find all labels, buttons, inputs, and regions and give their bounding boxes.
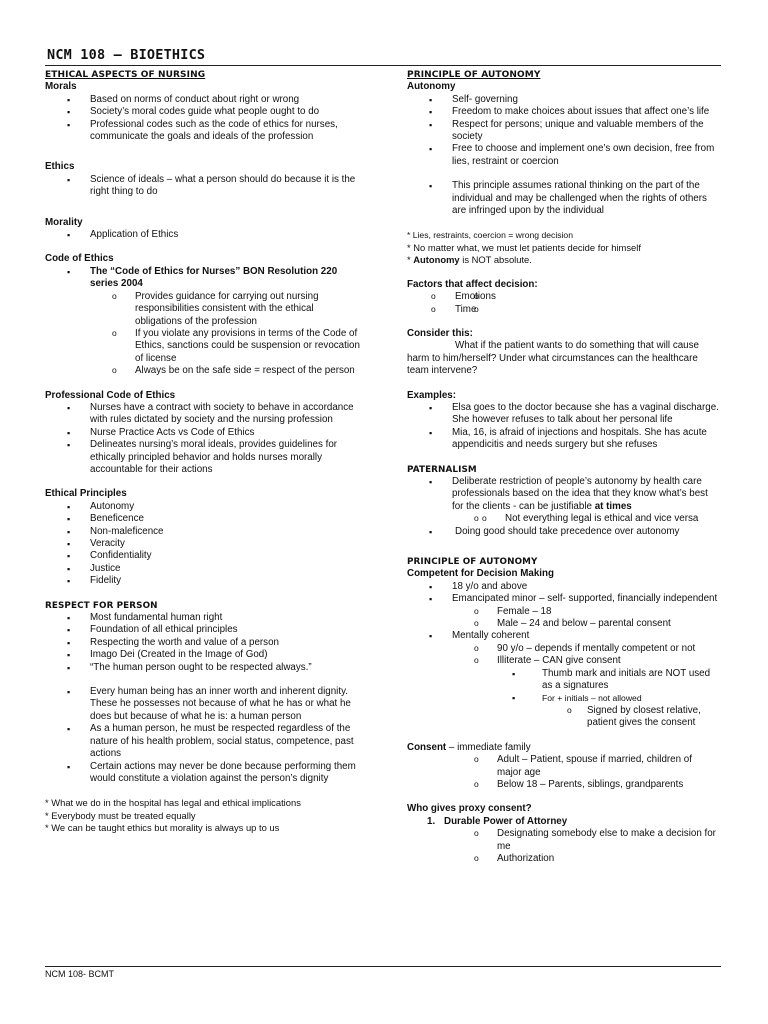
list-item: ▪ Free to choose and implement one’s own decision, free from lies, restraint or coercion bbox=[407, 143, 719, 168]
list-item: ▪ “The human person ought to be respected always.” bbox=[45, 662, 363, 674]
heading-ethics: Ethics bbox=[45, 161, 75, 173]
list-item: o Signed by closest relative, patient gives the consent bbox=[407, 705, 719, 730]
list-item: o o Emotions bbox=[407, 291, 719, 303]
heading-competent: Competent for Decision Making bbox=[407, 568, 554, 580]
left-column bbox=[45, 69, 363, 835]
heading-consider: Consider this: bbox=[407, 327, 473, 339]
list-item: ▪ For + initials – not allowed bbox=[407, 692, 719, 704]
list-item: ▪ Deliberate restriction of people’s autonomy by health care professionals based on the idea that they know what’s best for the clients - can be justifiable at times bbox=[407, 476, 719, 513]
note-bold: Autonomy bbox=[413, 254, 460, 266]
list-item: ▪ Doing good should take precedence over autonomy bbox=[407, 526, 719, 538]
list-item: ▪ Freedom to make choices about issues that affect one’s life bbox=[407, 106, 719, 118]
list-item: ▪ Justice bbox=[45, 563, 363, 575]
heading-code-of-ethics: Code of Ethics bbox=[45, 253, 114, 265]
list-item: o o Time bbox=[407, 304, 719, 316]
heading-autonomy: Autonomy bbox=[407, 81, 456, 93]
list-item: ▪ Certain actions may never be done because performing them would constitute a violation against the person’s dignity bbox=[45, 761, 363, 786]
list-item: ▪ Science of ideals – what a person should do because it is the right thing to do bbox=[45, 174, 363, 199]
heading-proxy: Who gives proxy consent? bbox=[407, 803, 532, 815]
list-item: ▪ Beneficence bbox=[45, 513, 363, 525]
list-item: ▪ Respecting the worth and value of a person bbox=[45, 637, 363, 649]
numbered-item: 1. Durable Power of Attorney bbox=[427, 815, 568, 827]
list-item: ▪ Emancipated minor – self- supported, financially independent bbox=[407, 593, 719, 605]
heading-professional-code: Professional Code of Ethics bbox=[45, 389, 176, 401]
heading-principle-of-autonomy: PRINCIPLE OF AUTONOMY bbox=[407, 557, 538, 567]
header-rule bbox=[45, 65, 721, 66]
note bbox=[407, 254, 719, 266]
heading-morals: Morals bbox=[45, 81, 77, 93]
list-item: ▪ Fidelity bbox=[45, 575, 363, 587]
list-item: ▪ Confidentiality bbox=[45, 550, 363, 562]
note: * What we do in the hospital has legal and ethical implications bbox=[45, 797, 301, 809]
list-item: o Always be on the safe side = respect of the person bbox=[45, 365, 363, 377]
page-title: NCM 108 – BIOETHICS bbox=[47, 47, 206, 63]
list-item: ▪ Non-maleficence bbox=[45, 526, 363, 538]
list-item: o Provides guidance for carrying out nursing responsibilities consistent with the ethical obligations of the profession bbox=[45, 291, 363, 328]
section-heading: PRINCIPLE OF AUTONOMY bbox=[407, 70, 541, 80]
list-item: ▪ Self- governing bbox=[407, 94, 719, 106]
note-rest: is NOT absolute. bbox=[459, 254, 532, 266]
list-item: ▪ Nurse Practice Acts vs Code of Ethics bbox=[45, 427, 363, 439]
list-item: ▪ Mentally coherent bbox=[407, 630, 719, 642]
list-item: ▪ Foundation of all ethical principles bbox=[45, 624, 363, 636]
list-item: o Adult – Patient, spouse if married, children of major age bbox=[407, 754, 719, 779]
heading-paternalism: PATERNALISM bbox=[407, 464, 477, 475]
note: * We can be taught ethics but morality is always up to us bbox=[45, 822, 280, 834]
right-column bbox=[407, 69, 719, 865]
list-item: o Male – 24 and below – parental consent bbox=[407, 618, 719, 630]
list-item: ▪ Nurses have a contract with society to behave in accordance with rules dictated by society and the nursing profession bbox=[45, 402, 363, 427]
list-item: ▪ Application of Ethics bbox=[45, 229, 363, 241]
list-item: ▪ Delineates nursing’s moral ideals, provides guidelines for ethically principled behavior and holds nurses morally accountable for their actions bbox=[45, 439, 363, 476]
list-item: ▪ 18 y/o and above bbox=[407, 581, 719, 593]
list-item: ▪ Respect for persons; unique and valuable members of the society bbox=[407, 119, 719, 144]
list-item: ▪ Mia, 16, is afraid of injections and hospitals. She has acute appendicitis and needs surgery but she refuses bbox=[407, 427, 719, 452]
list-item: o o Not everything legal is ethical and vice versa bbox=[407, 513, 719, 525]
list-item: o 90 y/o – depends if mentally competent or not bbox=[407, 643, 719, 655]
list-item: ▪ This principle assumes rational thinking on the part of the individual and may be challenged when the rights of others are infringed upon by the individual bbox=[407, 180, 719, 217]
list-item: ▪ As a human person, he must be respected regardless of the nature of his health problem, social status, competence, past actions bbox=[45, 723, 363, 760]
heading-respect-for-person: RESPECT FOR PERSON bbox=[45, 600, 158, 611]
list-item: ▪ The “Code of Ethics for Nurses” BON Resolution 220 series 2004 bbox=[45, 266, 363, 291]
heading-morality: Morality bbox=[45, 216, 83, 228]
list-item: ▪ Imago Dei (Created in the Image of God) bbox=[45, 649, 363, 661]
list-item: ▪ Thumb mark and initials are NOT used as a signatures bbox=[407, 668, 719, 693]
paragraph: What if the patient wants to do something that will cause harm to him/herself? Under what circumstances can the healthcare team intervene? bbox=[407, 340, 699, 377]
list-item: ▪ Veracity bbox=[45, 538, 363, 550]
note: * No matter what, we must let patients decide for himself bbox=[407, 241, 641, 253]
list-item: ▪ Every human being has an inner worth and inherent dignity. These he possesses not because of what he has or what he does but because of what he is: a human person bbox=[45, 686, 363, 723]
heading-factors: Factors that affect decision: bbox=[407, 278, 538, 290]
footer-text: NCM 108- BCMT bbox=[45, 969, 115, 979]
list-item: o Designating somebody else to make a decision for me bbox=[407, 828, 719, 853]
list-item: o Illiterate – CAN give consent bbox=[407, 655, 719, 667]
note: * Everybody must be treated equally bbox=[45, 809, 196, 821]
heading-examples: Examples: bbox=[407, 389, 457, 401]
list-item: ▪ Elsa goes to the doctor because she has a vaginal discharge. She however refuses to talk about her personal life bbox=[407, 402, 719, 427]
heading-ethical-principles: Ethical Principles bbox=[45, 488, 127, 500]
list-item: ▪ Professional codes such as the code of ethics for nurses, communicate the goals and ideals of the profession bbox=[45, 119, 363, 144]
list-item: o If you violate any provisions in terms of the Code of Ethics, sanctions could be suspension or revocation of license bbox=[45, 328, 363, 365]
list-item: o Authorization bbox=[407, 853, 719, 865]
note-prefix: * bbox=[407, 254, 414, 266]
list-item: ▪ Most fundamental human right bbox=[45, 612, 363, 624]
consent-line: Consent – immediate family bbox=[407, 741, 531, 753]
list-item: o Female – 18 bbox=[407, 606, 719, 618]
list-item: ▪ Based on norms of conduct about right or wrong bbox=[45, 94, 363, 106]
list-item: ▪ Autonomy bbox=[45, 501, 363, 513]
list-item: o Below 18 – Parents, siblings, grandparents bbox=[407, 779, 719, 791]
list-item: ▪ Society’s moral codes guide what people ought to do bbox=[45, 106, 363, 118]
note: * Lies, restraints, coercion = wrong decision bbox=[407, 230, 573, 241]
footer-rule bbox=[45, 966, 721, 967]
section-heading: ETHICAL ASPECTS OF NURSING bbox=[45, 70, 206, 80]
